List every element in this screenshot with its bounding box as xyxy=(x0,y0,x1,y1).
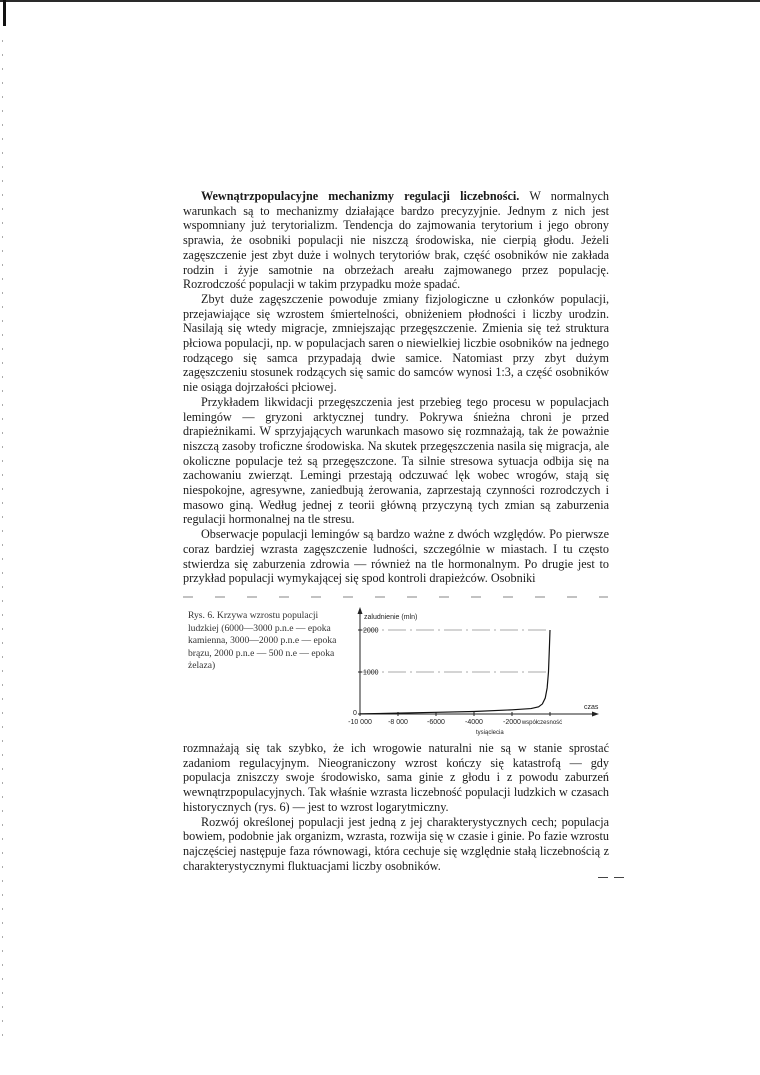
x-tick-label-3: -4000 xyxy=(465,719,483,726)
x-tick-label-1: -8 000 xyxy=(388,719,408,726)
y-axis-label: zaludnienie (mln) xyxy=(364,614,418,621)
x-tick-label-2: -6000 xyxy=(427,719,445,726)
x-axis-unit: tysiąclecia xyxy=(476,730,504,736)
paragraph-1 xyxy=(183,189,609,292)
paragraph-6: Rozwój określonej populacji jest jedną z jej charakterystycznych cech; populacja bowiem, podobnie jak organizm, wzrasta, rozwija się w czasie i ginie. Po fazie wzrostu najczęściej następuje faza równowagi, która cechuje się względnie stałą liczebnością z charakterystycznymi fluktuacjami liczby osobników. xyxy=(183,814,609,873)
paragraph-3: Przykładem likwidacji przegęszczenia jest przebieg tego procesu w populacjach lemingów — gryzoni arktycznej tundry. Pokrywa śnieżna chroni je przed drapieżnikami. W sprzyjających warunkach masowo się rozmnażają, tak że poważnie niszczą zasoby troficzne środowiska. Na skutek przegęszczenia nasila się migracja, ale okoliczne populacje też są przegęszczone. Ta silnie stresowa sytuacja odbija się na zachowaniu zwierząt. Lemingi przestają odczuwać lęk wobec wrogów, stają się niespokojne, agresywne, zaniedbują żerowania, zaprzestają czynności rozrodczych i masowo giną. Według jednej z teorii główną przyczyną tych zmian są zaburzenia regulacji hormonalnej na tle stresu. xyxy=(183,394,609,527)
x-tick-label-0: -10 000 xyxy=(348,719,372,726)
print-dashes xyxy=(183,596,608,598)
main-text-bottom xyxy=(183,741,609,873)
section-heading: Wewnątrzpopulacyjne mechanizmy regulacji liczebności. xyxy=(201,189,520,203)
y-tick-label-0: 2000 xyxy=(363,627,379,635)
x-axis-label: czas xyxy=(584,704,599,711)
y-tick-label-2: 0 xyxy=(353,710,357,717)
stray-dash-1 xyxy=(598,877,608,878)
x-axis-arrow xyxy=(592,712,599,717)
x-tick-label-4: -2000 xyxy=(503,719,521,726)
paragraph-1-text: W normalnych warunkach są to mechanizmy działające bardzo precyzyjnie. Jednym z nich jest wspomniany już terytorializm. Tendencja do zajmowania terytorium i jego obrony sprawia, że osobniki populacji nie niszczą środowiska, nie cierpią głodu. Jeżeli zagęszczenie jest zbyt duże i wolnych terytoriów brak, część osobników nie zakłada rodzin i żyje samotnie na obrzeżach areału zajmowanego przez populację. Rozrodczość populacji w takim przypadku może spadać. xyxy=(183,189,609,292)
main-text-top xyxy=(183,189,609,586)
y-axis-arrow xyxy=(358,607,363,614)
figure-caption: Rys. 6. Krzywa wzrostu populacji ludzkiej (6000—3000 p.n.e — epoka kamienna, 3000—2000 p.n.e — epoka brązu, 2000 p.n.e — 500 n.e — epoka żelaza) xyxy=(188,610,337,672)
paragraph-2: Zbyt duże zagęszczenie powoduje zmiany fizjologiczne u członków populacji, przejawiające się wzrostem śmiertelności, obniżeniem płodności i liczby urodzin. Nasilają się wtedy migracje, zmniejszając przegęszczenie. Zmienia się też struktura płciowa populacji, np. w populacjach saren o niewielkiej liczbie osobników na jednego rodzącego się samca przypadają dwie samice. Natomiast przy zbyt dużym zagęszczeniu stosunek rodzących się samic do samców wynosi 1:3, a część osobników nie osiąga dojrzałości płciowej. xyxy=(183,291,609,395)
population-growth-chart xyxy=(340,604,602,740)
scan-left-dots xyxy=(2,40,3,1040)
paragraph-5: rozmnażają się tak szybko, że ich wrogowie naturalni nie są w stanie sprostać zadaniom regulacyjnym. Nieograniczony wzrost kończy się katastrofą — gdy populacja zniszczy swoje środowisko, sama ginie z głodu i z powodu zaburzeń wewnątrzpopulacyjnych. Tak właśnie wzrasta liczebność populacji ludzkich w czasach historycznych (rys. 6) — jest to wzrost logarytmiczny. xyxy=(183,741,609,814)
y-ticks xyxy=(353,628,379,718)
stray-dash-2 xyxy=(614,877,624,878)
scan-corner-mark xyxy=(3,0,6,26)
paragraph-4: Obserwacje populacji lemingów są bardzo ważne z dwóch względów. Po pierwsze coraz bardziej wzrasta zagęszczenie ludności, szczególnie w miastach. I tu często stwierdza się zaburzenia zdrowia — również na tle hormonalnym. Po drugie jest to przykład populacji wymykającej się spod kontroli drapieżców. Osobniki xyxy=(183,527,609,586)
x-tick-label-5: współczesność xyxy=(521,720,563,726)
scan-top-edge xyxy=(0,0,760,2)
y-tick-label-1: 1000 xyxy=(363,669,379,677)
chart-gridlines xyxy=(360,627,550,672)
